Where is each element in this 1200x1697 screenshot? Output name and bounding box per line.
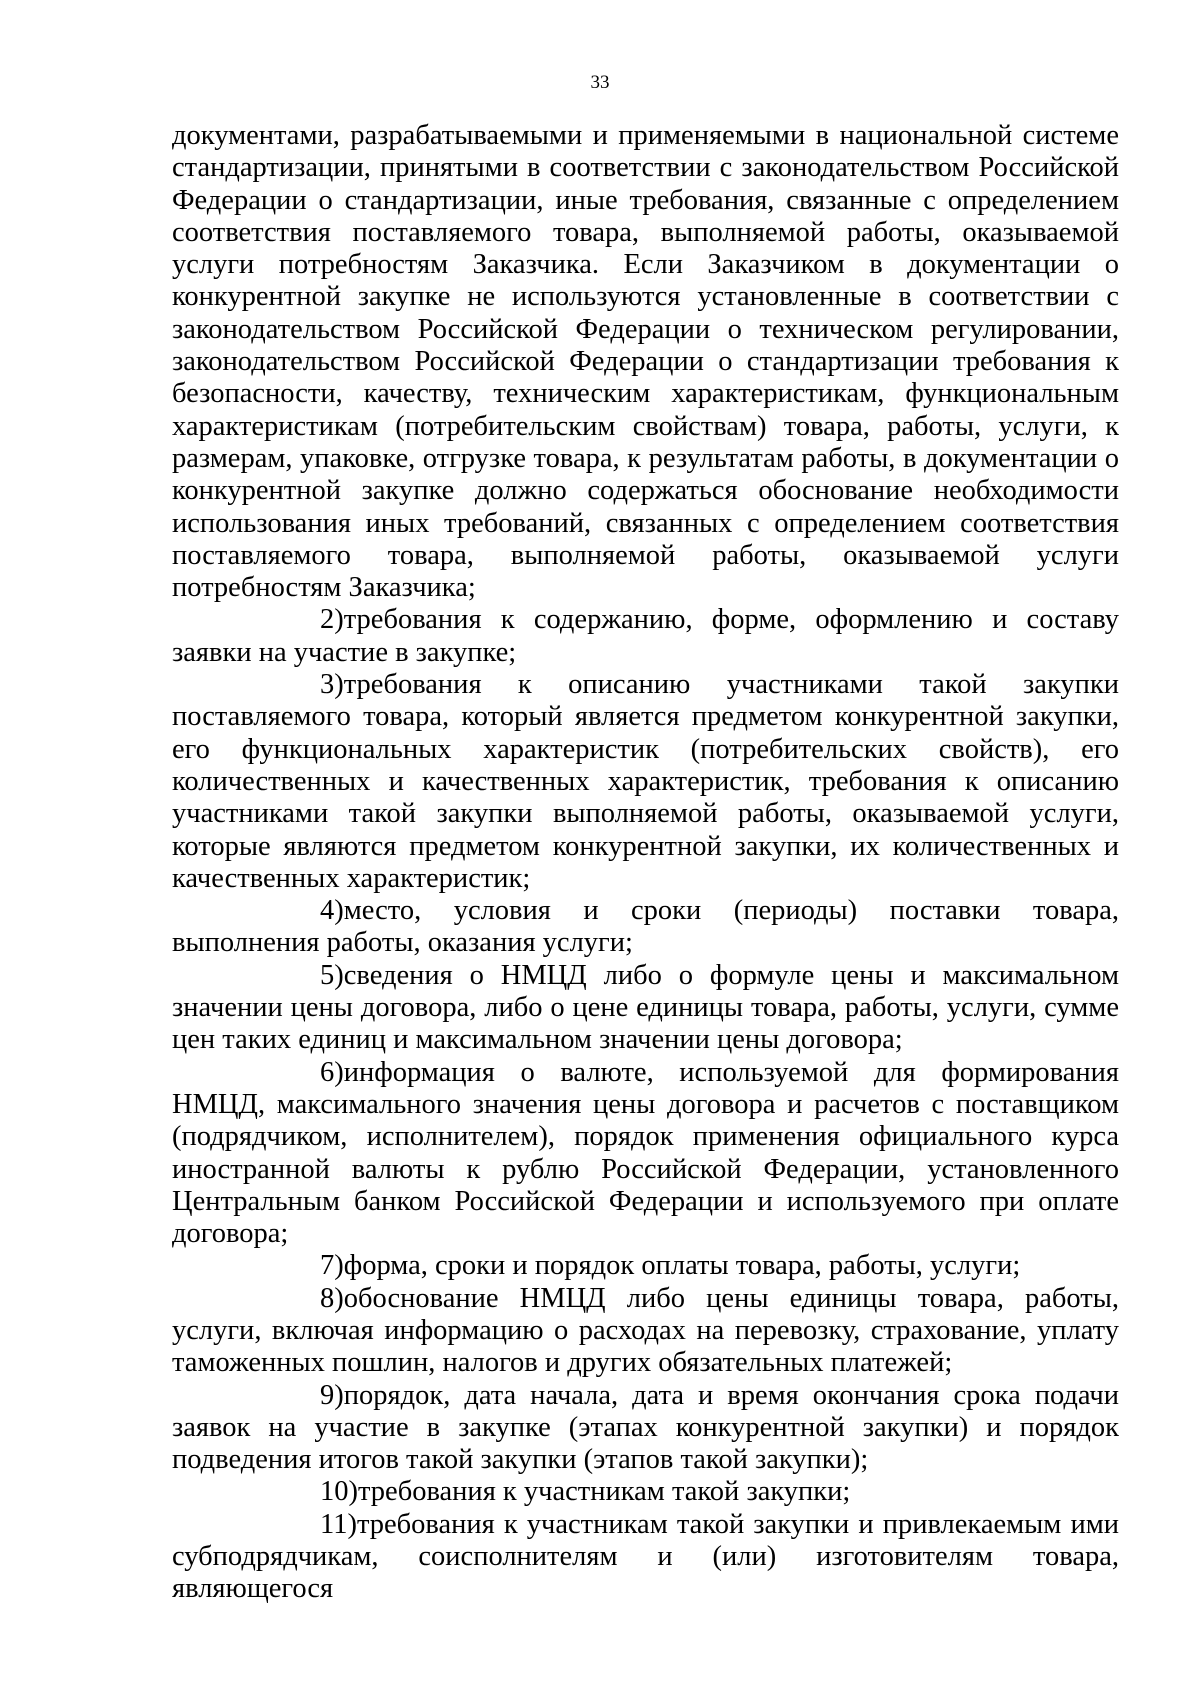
- list-item: [172, 1283, 1119, 1380]
- list-item-text: сведения о НМЦД либо о формуле цены и максимальном значении цены договора, либо о цене единицы товара, работы, услуги, сумме цен таких единиц и максимальном значении цены договора;: [172, 959, 1119, 1056]
- list-item-text: порядок, дата начала, дата и время окончания срока подачи заявок на участие в закупке (этапах конкурентной закупки) и порядок подведения итогов такой закупки (этапов такой закупки);: [172, 1379, 1119, 1476]
- document-body: [172, 120, 1119, 1606]
- list-item-number: 9): [320, 1379, 344, 1411]
- list-item: [172, 1476, 1119, 1508]
- list-item-number: 4): [320, 895, 344, 927]
- list-item-text: требования к содержанию, форме, оформлению и составу заявки на участие в закупке;: [172, 604, 1119, 668]
- list-item-text: место, условия и сроки (периоды) поставки товара, выполнения работы, оказания услуги;: [172, 895, 1119, 959]
- list-item-text: форма, сроки и порядок оплаты товара, работы, услуги;: [343, 1250, 1021, 1282]
- list-item-text: обоснование НМЦД либо цены единицы товара, работы, услуги, включая информацию о расходах на перевозку, страхование, уплату таможенных пошлин, налогов и других обязательных платежей;: [172, 1282, 1119, 1379]
- list-item-number: 5): [320, 959, 344, 991]
- list-item-text: требования к описанию участниками такой закупки поставляемого товара, который является предметом конкурентной закупки, его функциональных характеристик (потребительских свойств), его количественных и качественных характеристик, требования к описанию участниками такой закупки выполняемой работы, оказываемой услуги, которые являются предметом конкурентной закупки, их количественных и качественных характеристик;: [172, 669, 1119, 894]
- list-item-number: 3): [320, 669, 344, 701]
- page-number: 33: [590, 72, 610, 93]
- list-item: [172, 1250, 1119, 1282]
- list-item: [172, 1380, 1119, 1477]
- list-item-number: 10): [320, 1476, 358, 1508]
- list-item: [172, 895, 1119, 960]
- list-item: [172, 1057, 1119, 1251]
- list-item: [172, 669, 1119, 895]
- list-item-number: 7): [320, 1250, 344, 1282]
- list-item-number: 6): [320, 1056, 344, 1088]
- list-item-number: 11): [320, 1508, 357, 1540]
- list-item: [172, 960, 1119, 1057]
- list-item-number: 8): [320, 1282, 344, 1314]
- list-item-text: требования к участникам такой закупки;: [358, 1476, 851, 1508]
- list-item-text: требования к участникам такой закупки и привлекаемым ими субподрядчикам, соисполнителям и (или) изготовителям товара, являющегося: [172, 1508, 1119, 1605]
- list-item-text: информация о валюте, используемой для формирования НМЦД, максимального значения цены договора и расчетов с поставщиком (подрядчиком, исполнителем), порядок применения официального курса иностранной валюты к рублю Российской Федерации, установленного Центральным банком Российской Федерации и используемого при оплате договора;: [172, 1056, 1119, 1250]
- list-item-number: 2): [320, 604, 344, 636]
- list-item: [172, 1509, 1119, 1606]
- continuation-paragraph: документами, разрабатываемыми и применяемыми в национальной системе стандартизации, принятыми в соответствии с законодательством Российской Федерации о стандартизации, иные требования, связанные с определением соответствия поставляемого товара, выполняемой работы, оказываемой услуги потребностям Заказчика. Если Заказчиком в документации о конкурентной закупке не используются установленные в соответствии с законодательством Российской Федерации о техническом регулировании, законодательством Российской Федерации о стандартизации требования к безопасности, качеству, техническим характеристикам, функциональным характеристикам (потребительским свойствам) товара, работы, услуги, к размерам, упаковке, отгрузке товара, к результатам работы, в документации о конкурентной закупке должно содержаться обоснование необходимости использования иных требований, связанных с определением соответствия поставляемого товара, выполняемой работы, оказываемой услуги потребностям Заказчика;: [172, 120, 1119, 604]
- list-item: [172, 604, 1119, 669]
